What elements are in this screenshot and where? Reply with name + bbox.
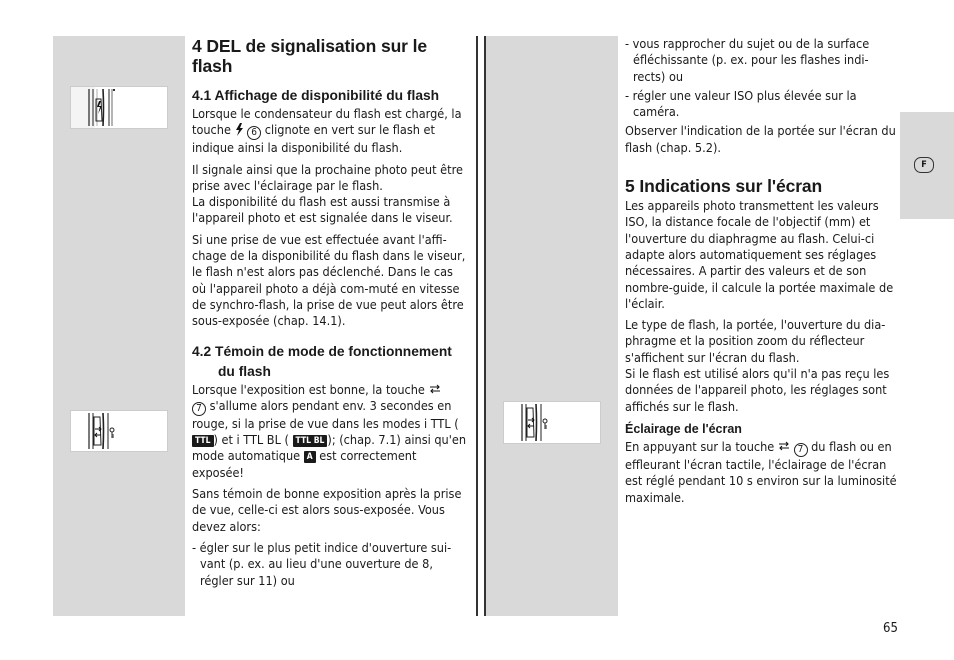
title-line-1: 4.2 Témoin de mode de fonctionnement [192, 343, 452, 359]
text: est correctement exposée! [192, 448, 417, 480]
flash-bolt-icon [235, 123, 244, 136]
exposure-arrows-icon [778, 441, 790, 451]
exposure-ok-illustration [70, 410, 168, 452]
screen-light-button-icon [504, 402, 600, 443]
paragraph-4-2-a [192, 382, 468, 481]
language-tab-f: F [914, 157, 934, 173]
title-line-2: du flash [218, 363, 271, 379]
paragraph-4-1-b: Il signale ainsi que la prochaine photo peut être prise avec l'éclairage par le flash. [192, 161, 463, 193]
section-4-title: 4 DEL de signalisation sur le flash [192, 36, 428, 76]
page-number: 65 [883, 621, 898, 636]
text: s'allume alors pendant env. 3 secondes en rouge, si la prise de vue dans les modes i TTL ( [192, 397, 459, 431]
flash-ready-illustration [70, 86, 168, 129]
callout-number: 6 [247, 126, 261, 140]
section-5-title: 5 Indications sur l'écran [625, 176, 823, 197]
right-text-column [625, 36, 897, 511]
bullet-aperture: - égler sur le plus petit indice d'ouverture sui-vant (p. ex. au lieu d'une ouverture de 8, régler sur 11) ou [192, 539, 452, 588]
text: du flash ou en effleurant l'écran tactile, l'éclairage de l'écran est réglé pendant 10 s environ sur la luminosité maximale. [625, 438, 897, 505]
callout-number: 7 [794, 443, 808, 457]
ttl-badge: TTL [192, 435, 214, 447]
paragraph-5-c: Si le flash est utilisé alors qu'il n'a pas reçu les données de l'appareil photo, les réglages sont affichés sur le flash. [625, 366, 890, 414]
exposure-arrows-icon [429, 384, 441, 394]
exposure-button-icon [71, 411, 167, 451]
section-4-2-title [192, 342, 468, 382]
section-4-1-title: 4.1 Affichage de disponibilité du flash [192, 88, 440, 103]
paragraph-4-1-d: Si une prise de vue est effectuée avant l'affi-chage de la disponibilité du flash dans le viseur, le flash n'est alors pas déclenché. Dans le cas où l'appareil photo a déjà com-muté en vitesse de synchro-flash, la prise de vue peut alors être sous-exposée (chap. 14.1). [192, 231, 466, 329]
bullet-iso: - régler une valeur ISO plus élevée sur la caméra. [625, 87, 857, 120]
paragraph-5-d [625, 439, 897, 506]
text: En appuyant sur la touche [625, 438, 775, 454]
column-divider-right [484, 36, 486, 616]
paragraph-4-1-a [192, 106, 468, 157]
flash-button-icon [71, 87, 167, 128]
text: Lorsque l'exposition est bonne, la touche [192, 381, 425, 397]
left-text-column [192, 36, 468, 594]
ttl-bl-badge: TTL BL [293, 435, 328, 447]
observe-range-text: Observer l'indication de la portée sur l'écran du flash (chap. 5.2). [625, 123, 896, 155]
text: clignote en vert sur le flash et indique ainsi la disponibilité du flash. [192, 122, 435, 156]
text: ) et i TTL BL ( [213, 432, 289, 448]
paragraph-4-1-c: La disponibilité du flash est aussi transmise à l'appareil photo et est signalée dans le viseur. [192, 194, 453, 226]
middle-margin-column [486, 36, 618, 616]
column-divider-left [476, 36, 478, 616]
paragraph-5-a: Les appareils photo transmettent les valeurs ISO, la distance focale de l'objectif (mm) et l'ouverture du diaphragme au flash. Celui-ci adapte alors automatiquement ses réglages nécessaires. A partir des valeurs et de son nombre-guide, il calcule la portée maximale de l'éclair. [625, 198, 894, 311]
text: ); (chap. 7.1) ainsi qu'en mode automatique [192, 432, 467, 464]
callout-number: 7 [192, 402, 206, 416]
paragraph-5-b: Le type de flash, la portée, l'ouverture du dia-phragme et la position zoom du réflecteur s'affichent sur l'écran du flash. [625, 317, 886, 365]
screen-light-subtitle: Éclairage de l'écran [625, 421, 742, 436]
paragraph-4-2-b: Sans témoin de bonne exposition après la prise de vue, celle-ci est alors sous-exposée. Vous devez alors: [192, 486, 462, 534]
bullet-approach-subject: - vous rapprocher du sujet ou de la surface éfléchissante (p. ex. pour les flashes indi-rects) ou [625, 36, 870, 84]
text: Lorsque le condensateur du flash est chargé, la touche [192, 106, 462, 138]
screen-light-illustration [503, 401, 601, 444]
auto-mode-badge: A [304, 451, 316, 463]
